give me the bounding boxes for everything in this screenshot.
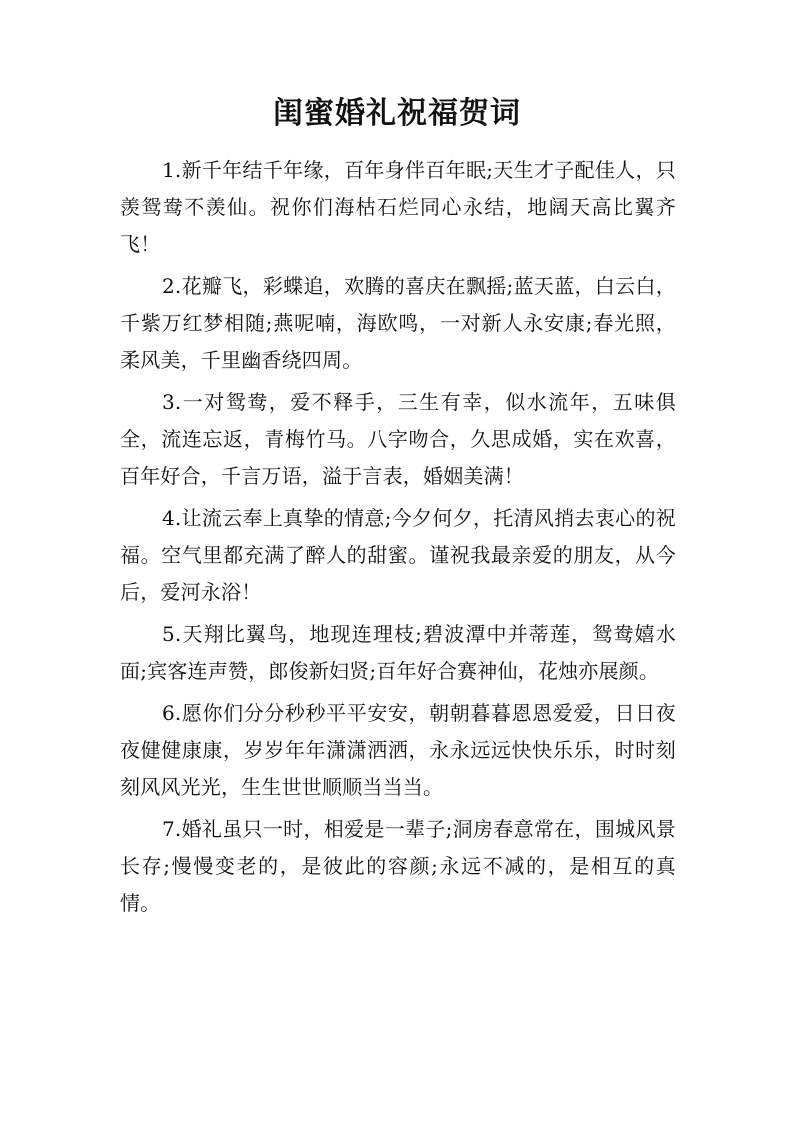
paragraph-2: 2.花瓣飞，彩蝶追，欢腾的喜庆在飘摇;蓝天蓝，白云白，千紫万红梦相随;燕呢喃，海欧鸣，一对新人永安康;春光照，柔风美，千里幽香绕四周。 <box>120 274 676 372</box>
document-title: 闺蜜婚礼祝福贺词 <box>273 96 521 131</box>
paragraph-1: 1.新千年结千年缘，百年身伴百年眠;天生才子配佳人，只羡鸳鸯不羡仙。祝你们海枯石烂同心永结，地阔天高比翼齐飞！ <box>120 158 676 256</box>
paragraph-7: 7.婚礼虽只一时，相爱是一辈子;洞房春意常在，围城风景长存;慢慢变老的，是彼此的容颜;永远不减的，是相互的真情。 <box>120 817 676 915</box>
paragraph-3: 3.一对鸳鸯，爱不释手，三生有幸，似水流年，五味俱全，流连忘返，青梅竹马。八字吻合，久思成婚，实在欢喜，百年好合，千言万语，溢于言表，婚姻美满！ <box>120 390 676 488</box>
paragraph-6: 6.愿你们分分秒秒平平安安，朝朝暮暮恩恩爱爱，日日夜夜健健康康，岁岁年年潇潇洒洒，永永远远快快乐乐，时时刻刻风风光光，生生世世顺顺当当当。 <box>120 701 676 799</box>
document-body <box>120 152 676 927</box>
paragraph-4: 4.让流云奉上真挚的情意;今夕何夕，托清风捎去衷心的祝福。空气里都充满了醉人的甜蜜。谨祝我最亲爱的朋友，从今后，爱河永浴！ <box>120 506 676 604</box>
paragraph-5: 5.天翔比翼鸟，地现连理枝;碧波潭中并蒂莲，鸳鸯嬉水面;宾客连声赞，郎俊新妇贤;百年好合赛神仙，花烛亦展颜。 <box>120 622 676 683</box>
